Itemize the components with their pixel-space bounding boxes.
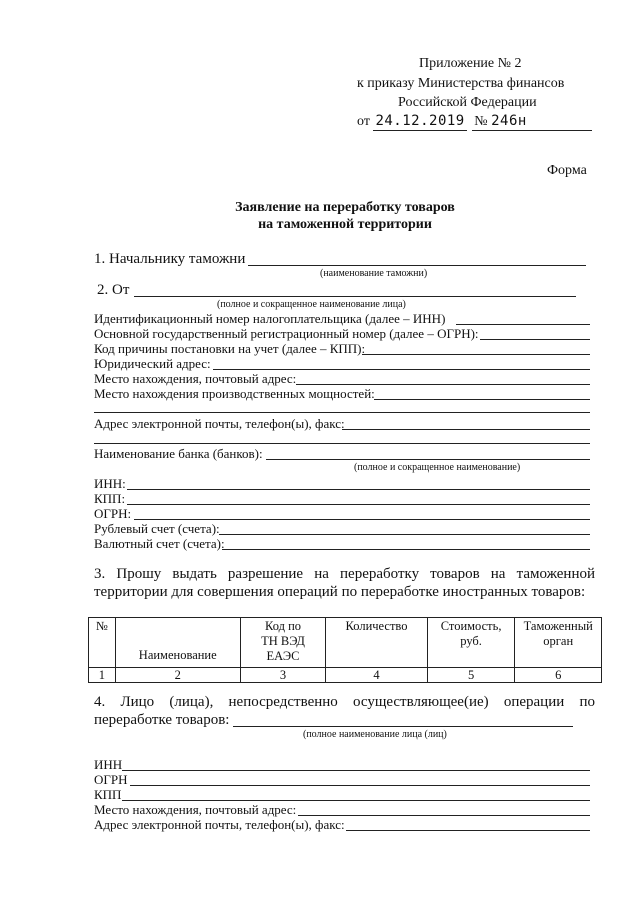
section2-label: 2. От bbox=[97, 282, 130, 298]
rub-account-label: Рублевый счет (счета): bbox=[94, 521, 220, 536]
bank-inn-field[interactable] bbox=[127, 489, 590, 490]
operator-location-label: Место нахождения, почтовый адрес: bbox=[94, 802, 297, 817]
bank-hint: (полное и сокращенное наименование) bbox=[354, 462, 521, 473]
operator-location-field[interactable] bbox=[298, 815, 590, 816]
operator-inn-field[interactable] bbox=[122, 770, 590, 771]
appendix-line3: Российской Федерации bbox=[398, 95, 537, 110]
inn-field[interactable] bbox=[456, 324, 590, 325]
bank-inn-label: ИНН: bbox=[94, 476, 126, 491]
kpp-label: Код причины постановки на учет (далее – КПП): bbox=[94, 341, 366, 356]
section1-label: 1. Начальнику таможни bbox=[94, 251, 246, 267]
section2-hint: (полное и сокращенное наименование лица) bbox=[217, 299, 406, 310]
contacts-label: Адрес электронной почты, телефон(ы), факс: bbox=[94, 416, 345, 431]
bank-kpp-label: КПП: bbox=[94, 491, 126, 506]
production-field[interactable] bbox=[374, 399, 590, 400]
rub-account-field[interactable] bbox=[219, 534, 590, 535]
title-line1: Заявление на переработку товаров bbox=[235, 200, 455, 215]
fx-account-field[interactable] bbox=[222, 549, 590, 550]
col-name-index: 2 bbox=[115, 668, 240, 683]
number-prefix: № bbox=[474, 114, 488, 129]
operator-kpp-field[interactable] bbox=[122, 800, 590, 801]
customs-name-field[interactable] bbox=[248, 265, 586, 266]
number-underline bbox=[472, 130, 592, 131]
section3-line1: 3. Прошу выдать разрешение на переработку товаров на таможенной bbox=[94, 566, 595, 582]
goods-table bbox=[88, 617, 602, 683]
bank-label: Наименование банка (банков): bbox=[94, 446, 263, 461]
title-line2: на таможенной территории bbox=[258, 217, 432, 232]
operator-ogrn-field[interactable] bbox=[130, 785, 590, 786]
appendix-date-row bbox=[357, 113, 527, 130]
section4-line2: переработке товаров: bbox=[94, 712, 230, 728]
operator-contacts-field[interactable] bbox=[346, 830, 590, 831]
bank-ogrn-field[interactable] bbox=[134, 519, 590, 520]
fx-account-label: Валютный счет (счета): bbox=[94, 536, 225, 551]
ogrn-label: Основной государственный регистрационный номер (далее – ОГРН): bbox=[94, 326, 479, 341]
col-number-header: № bbox=[89, 618, 116, 668]
section1-hint: (наименование таможни) bbox=[320, 268, 428, 279]
operator-kpp-label: КПП bbox=[94, 787, 122, 802]
col-number-index: 1 bbox=[89, 668, 116, 683]
ogrn-field[interactable] bbox=[480, 339, 590, 340]
section4-line1: 4. Лицо (лица), непосредственно осуществляющее(ие) операции по bbox=[94, 694, 595, 710]
form-label: Форма bbox=[547, 163, 587, 178]
legal-address-label: Юридический адрес: bbox=[94, 356, 211, 371]
applicant-name-field[interactable] bbox=[134, 296, 576, 297]
operator-ogrn-label: ОГРН bbox=[94, 772, 128, 787]
bank-kpp-field[interactable] bbox=[127, 504, 590, 505]
col-quantity-header: Количество bbox=[326, 618, 428, 668]
bank-field[interactable] bbox=[266, 459, 590, 460]
legal-address-field[interactable] bbox=[213, 369, 590, 370]
goods-table-header bbox=[89, 618, 602, 668]
production-label: Место нахождения производственных мощностей: bbox=[94, 386, 375, 401]
order-number: 246н bbox=[491, 113, 527, 129]
col-customs-index: 6 bbox=[515, 668, 602, 683]
order-date: 24.12.2019 bbox=[375, 113, 465, 129]
contacts-field-extra[interactable] bbox=[94, 443, 590, 444]
contacts-field[interactable] bbox=[342, 429, 590, 430]
col-code-index: 3 bbox=[240, 668, 326, 683]
section3-line2: территории для совершения операций по переработке иностранных товаров: bbox=[94, 584, 586, 600]
operator-inn-label: ИНН bbox=[94, 757, 123, 772]
appendix-line1: Приложение № 2 bbox=[419, 56, 522, 71]
kpp-field[interactable] bbox=[362, 354, 590, 355]
location-field[interactable] bbox=[296, 384, 590, 385]
col-code-header: Код по ТН ВЭД ЕАЭС bbox=[240, 618, 326, 668]
goods-table-numbers-row bbox=[89, 668, 602, 683]
production-field-extra[interactable] bbox=[94, 412, 590, 413]
appendix-line2: к приказу Министерства финансов bbox=[357, 76, 565, 91]
col-name-header: Наименование bbox=[115, 618, 240, 668]
operator-contacts-label: Адрес электронной почты, телефон(ы), факс: bbox=[94, 817, 345, 832]
inn-label: Идентификационный номер налогоплательщика (далее – ИНН) bbox=[94, 311, 446, 326]
date-underline bbox=[373, 130, 467, 131]
operator-name-field[interactable] bbox=[233, 726, 573, 727]
from-prefix: от bbox=[357, 114, 370, 129]
location-label: Место нахождения, почтовый адрес: bbox=[94, 371, 297, 386]
col-cost-index: 5 bbox=[427, 668, 515, 683]
bank-ogrn-label: ОГРН: bbox=[94, 506, 132, 521]
col-quantity-index: 4 bbox=[326, 668, 428, 683]
col-cost-header: Стоимость, руб. bbox=[427, 618, 515, 668]
section4-hint: (полное наименование лица (лиц) bbox=[303, 729, 447, 740]
col-customs-header: Таможенный орган bbox=[515, 618, 602, 668]
